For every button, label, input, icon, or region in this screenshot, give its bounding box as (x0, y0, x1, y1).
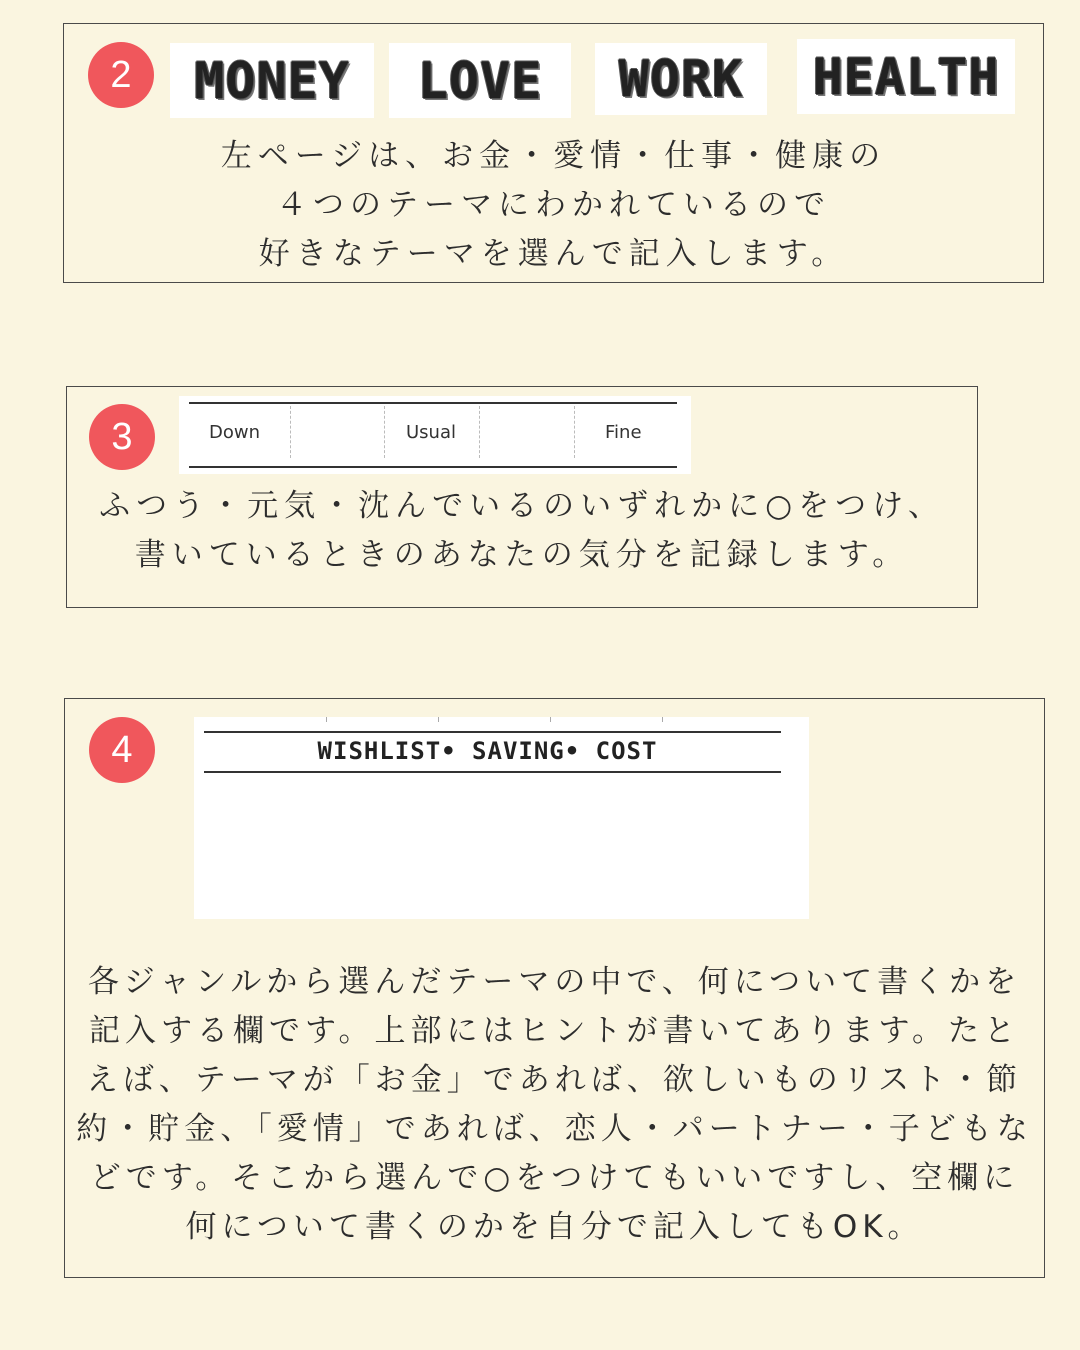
step4-text-line-2: 記入する欄です。上部にはヒントが書いてあります。たと (88, 1013, 1021, 1049)
step2-text-line-3: 好きなテーマを選んで記入します。 (258, 236, 849, 272)
step4-text-line-5: どです。そこから選んで○をつけてもいいですし、空欄に (89, 1160, 1020, 1196)
step2-text-line-1: 左ページは、お金・愛情・仕事・健康の (220, 138, 887, 174)
step3-text-line-2: 書いているときのあなたの気分を記録します。 (134, 537, 910, 573)
step4-text-line-3: えば、テーマが「お金」であれば、欲しいものリスト・節 (86, 1062, 1023, 1098)
theme-love-label: LOVE (389, 43, 571, 118)
step4-text-line-1: 各ジャンルから選んだテーマの中で、何について書くかを (87, 964, 1022, 1000)
theme-health-label: HEALTH (797, 39, 1015, 114)
mood-usual-label: Usual (406, 422, 456, 443)
mood-down-label: Down (209, 422, 261, 443)
theme-work-label: WORK (595, 43, 767, 115)
step4-badge: 4 (89, 717, 155, 783)
topic-hint-area (194, 717, 809, 919)
step3-text-line-1: ふつう・元気・沈んでいるのいずれかに○をつけ、 (99, 488, 945, 524)
step4-text-line-6: 何について書くのかを自分で記入してもOK。 (185, 1209, 924, 1245)
theme-money-label: MONEY (170, 43, 374, 118)
step2-badge: 2 (88, 42, 154, 108)
step2-panel (63, 23, 1044, 283)
step2-text-line-2: ４つのテーマにわかれているので (276, 187, 831, 223)
step4-text-line-4: 約・貯金、「愛情」であれば、恋人・パートナー・子どもな (76, 1111, 1033, 1147)
step3-badge: 3 (89, 404, 155, 470)
topic-hint-header: WISHLIST• SAVING• COST (317, 737, 658, 765)
mood-scale (179, 396, 691, 474)
mood-fine-label: Fine (605, 422, 642, 443)
